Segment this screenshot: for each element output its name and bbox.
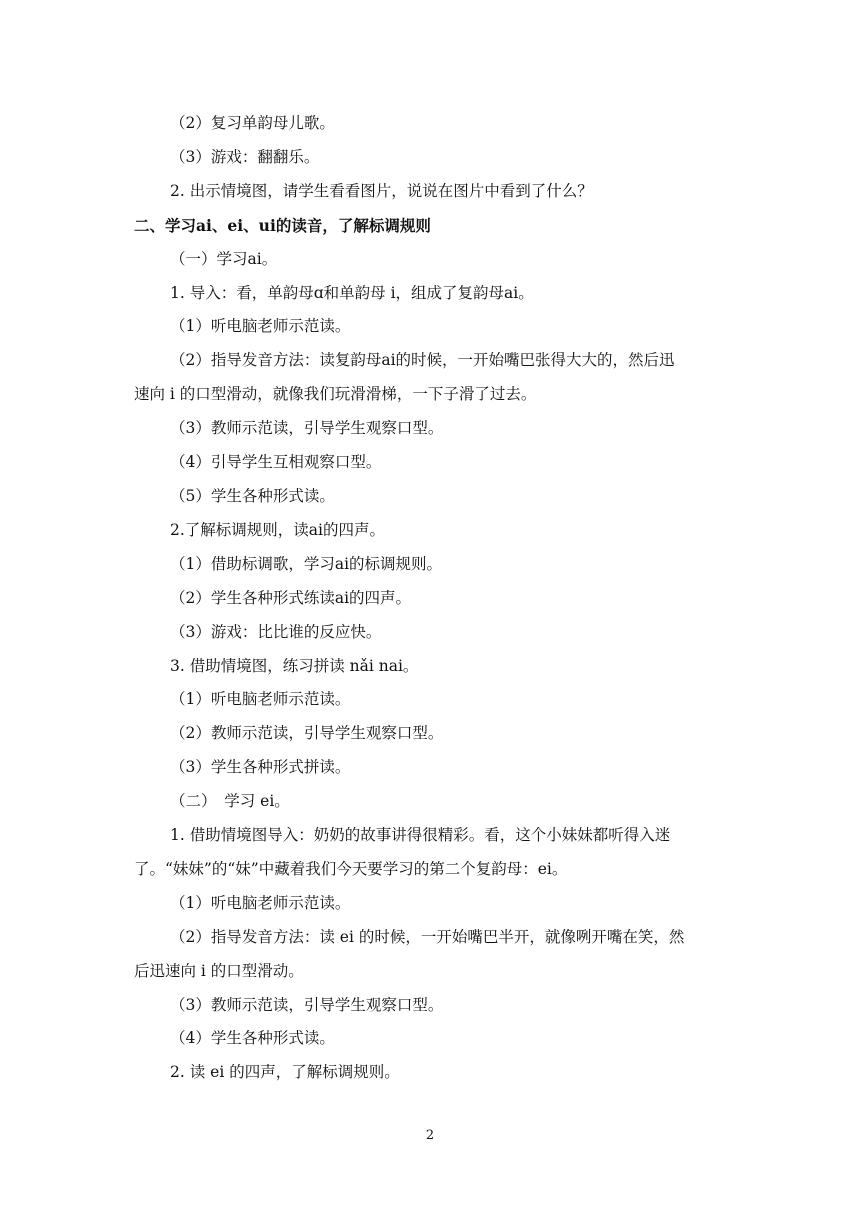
section-heading: 二、学习ai、ei、ui的读音，了解标调规则: [134, 215, 431, 235]
text-line: （4）学生各种形式读。: [170, 1029, 335, 1048]
text-line: （1）听电脑老师示范读。: [170, 317, 351, 336]
text-line: （一）学习ai。: [170, 249, 278, 268]
text-line: （2）指导发音方法：读复韵母ai的时候，一开始嘴巴张得大大的，然后迅: [170, 351, 675, 370]
text-line: （3）教师示范读，引导学生观察口型。: [170, 419, 444, 438]
text-line: （2）指导发音方法：读 ei 的时候，一开始嘴巴半开，就像咧开嘴在笑，然: [170, 927, 685, 946]
text-line: （2）教师示范读，引导学生观察口型。: [170, 724, 444, 743]
text-line: （2）学生各种形式练读ai的四声。: [170, 588, 412, 607]
text-line: 后迅速向 i 的口型滑动。: [134, 961, 304, 980]
text-line: （3）学生各种形式拼读。: [170, 758, 351, 777]
text-line: （1）听电脑老师示范读。: [170, 893, 351, 912]
text-line: 了。“妹妹”的“妹”中藏着我们今天要学习的第二个复韵母：ei。: [134, 859, 568, 878]
text-line: （3）游戏：比比谁的反应快。: [170, 622, 382, 641]
text-line: 速向 i 的口型滑动，就像我们玩滑滑梯，一下子滑了过去。: [134, 385, 537, 404]
page-number: 2: [425, 1128, 435, 1143]
text-line: （1）听电脑老师示范读。: [170, 690, 351, 709]
text-line: 2. 读 ei 的四声，了解标调规则。: [170, 1063, 400, 1082]
text-line: 2. 出示情境图，请学生看看图片，说说在图片中看到了什么？: [170, 181, 593, 200]
text-line: （5）学生各种形式读。: [170, 486, 335, 505]
text-line: 1. 借助情境图导入：奶奶的故事讲得很精彩。看，这个小妹妹都听得入迷: [170, 826, 671, 845]
text-line: （4）引导学生互相观察口型。: [170, 453, 382, 472]
document-body: [134, 107, 734, 1090]
text-line: （2）复习单韵母儿歌。: [170, 114, 335, 132]
text-line: （3）教师示范读，引导学生观察口型。: [170, 995, 444, 1014]
text-line: 3. 借助情境图，练习拼读 nǎi nai。: [170, 656, 419, 675]
text-line: 1. 导入：看，单韵母ɑ和单韵母 i，组成了复韵母ai。: [170, 283, 534, 302]
text-line: （3）游戏：翻翻乐。: [170, 147, 320, 166]
text-line: （二） 学习 ei。: [170, 792, 290, 811]
text-line: （1）借助标调歌，学习ai的标调规则。: [170, 554, 443, 573]
text-line: 2.了解标调规则，读ai的四声。: [170, 520, 385, 539]
